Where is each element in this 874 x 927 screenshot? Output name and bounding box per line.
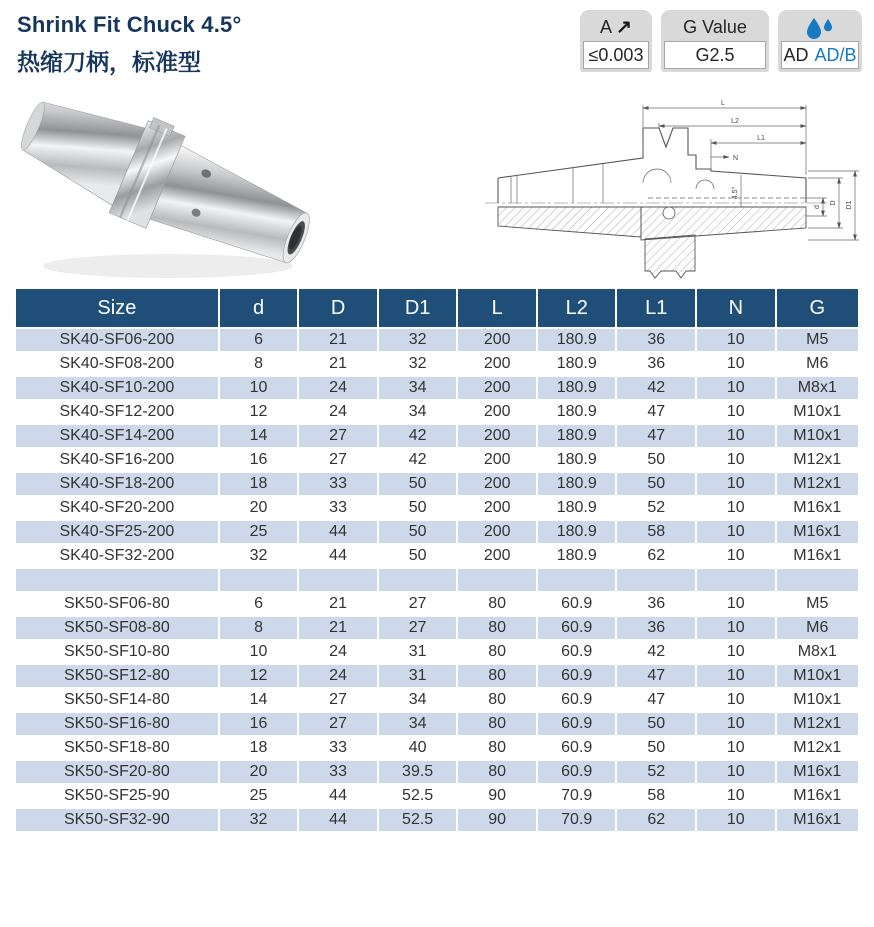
size-cell: SK40-SF08-200 (15, 352, 219, 376)
table-row (15, 640, 859, 664)
value-cell: 62 (616, 544, 696, 568)
col-header-L: L (457, 288, 537, 328)
size-cell: SK50-SF14-80 (15, 688, 219, 712)
value-cell: 8 (219, 352, 299, 376)
spacer-row (15, 568, 859, 592)
value-cell: 50 (616, 736, 696, 760)
coolant-badge (778, 10, 862, 72)
value-cell: M16x1 (776, 808, 859, 832)
page-subtitle-cn: 热缩刀柄，标准型 (17, 49, 201, 75)
table-row (15, 352, 859, 376)
value-cell: 47 (616, 688, 696, 712)
value-cell: M16x1 (776, 520, 859, 544)
value-cell: 180.9 (537, 520, 617, 544)
value-cell: 31 (378, 640, 458, 664)
value-cell: 60.9 (537, 712, 617, 736)
col-header-D: D (298, 288, 378, 328)
value-cell: 180.9 (537, 352, 617, 376)
value-cell: 10 (696, 640, 776, 664)
value-cell: 180.9 (537, 448, 617, 472)
g-value-badge (661, 10, 769, 72)
value-cell: 10 (696, 544, 776, 568)
value-cell: M6 (776, 352, 859, 376)
value-cell: 10 (696, 760, 776, 784)
value-cell: 10 (696, 376, 776, 400)
value-cell: 16 (219, 448, 299, 472)
value-cell (776, 568, 859, 592)
size-cell: SK40-SF18-200 (15, 472, 219, 496)
value-cell: 10 (696, 616, 776, 640)
value-cell: 27 (298, 712, 378, 736)
col-header-L2: L2 (537, 288, 617, 328)
value-cell: 180.9 (537, 424, 617, 448)
runout-value (583, 41, 649, 69)
table-row (15, 592, 859, 616)
coolant-adb-text: AD/B (814, 44, 857, 65)
value-cell: 80 (457, 736, 537, 760)
g-value-label: G Value (683, 17, 747, 37)
value-cell: M10x1 (776, 424, 859, 448)
value-cell (457, 568, 537, 592)
value-cell: M5 (776, 328, 859, 352)
size-cell: SK40-SF10-200 (15, 376, 219, 400)
col-header-G: G (776, 288, 859, 328)
value-cell: 42 (616, 640, 696, 664)
size-cell: SK50-SF18-80 (15, 736, 219, 760)
value-cell: 60.9 (537, 760, 617, 784)
value-cell: 180.9 (537, 496, 617, 520)
value-cell: 200 (457, 520, 537, 544)
value-cell: 50 (378, 544, 458, 568)
value-cell: 24 (298, 400, 378, 424)
value-cell: M10x1 (776, 400, 859, 424)
g-value-value (664, 41, 766, 69)
size-cell: SK50-SF06-80 (15, 592, 219, 616)
value-cell: 10 (696, 712, 776, 736)
col-header-size: Size (15, 288, 219, 328)
value-cell: 25 (219, 520, 299, 544)
value-cell: 36 (616, 592, 696, 616)
value-cell: 200 (457, 376, 537, 400)
size-cell: SK40-SF32-200 (15, 544, 219, 568)
value-cell: 31 (378, 664, 458, 688)
value-cell: M6 (776, 616, 859, 640)
value-cell: 50 (616, 472, 696, 496)
value-cell: 60.9 (537, 664, 617, 688)
runout-label: A (600, 17, 613, 37)
value-cell: 42 (378, 424, 458, 448)
value-cell: 36 (616, 352, 696, 376)
value-cell: 18 (219, 472, 299, 496)
dim-L-label: L (721, 100, 725, 107)
col-header-d: d (219, 288, 299, 328)
runout-value-text: ≤0.003 (588, 44, 644, 65)
value-cell: 52 (616, 760, 696, 784)
value-cell: 80 (457, 712, 537, 736)
value-cell: 42 (378, 448, 458, 472)
value-cell: M10x1 (776, 664, 859, 688)
page-title: Shrink Fit Chuck 4.5° (17, 12, 242, 37)
value-cell: 10 (696, 400, 776, 424)
value-cell: 200 (457, 424, 537, 448)
value-cell: 80 (457, 640, 537, 664)
value-cell: 52 (616, 496, 696, 520)
value-cell: 21 (298, 328, 378, 352)
value-cell: 180.9 (537, 544, 617, 568)
value-cell: 10 (696, 784, 776, 808)
spec-table (14, 287, 860, 833)
value-cell: 16 (219, 712, 299, 736)
value-cell: 90 (457, 784, 537, 808)
value-cell: 44 (298, 808, 378, 832)
value-cell: 24 (298, 376, 378, 400)
dim-L2-label: L2 (731, 118, 739, 125)
dim-D-label: D (830, 200, 837, 206)
size-cell: SK50-SF25-90 (15, 784, 219, 808)
value-cell: 27 (298, 688, 378, 712)
value-cell: 32 (219, 544, 299, 568)
value-cell: M8x1 (776, 376, 859, 400)
value-cell: 20 (219, 496, 299, 520)
dim-D1-label: D1 (846, 200, 853, 210)
value-cell: 200 (457, 472, 537, 496)
value-cell (298, 568, 378, 592)
value-cell: 42 (616, 376, 696, 400)
value-cell: M16x1 (776, 784, 859, 808)
table-row (15, 712, 859, 736)
value-cell: 180.9 (537, 328, 617, 352)
value-cell: 27 (298, 424, 378, 448)
coolant-value (781, 41, 859, 69)
value-cell: 50 (616, 448, 696, 472)
size-cell: SK40-SF06-200 (15, 328, 219, 352)
value-cell: 70.9 (537, 808, 617, 832)
value-cell: 27 (298, 448, 378, 472)
value-cell: 200 (457, 328, 537, 352)
value-cell: 8 (219, 616, 299, 640)
coolant-ad-text: AD (783, 44, 809, 65)
value-cell: 12 (219, 664, 299, 688)
value-cell: 44 (298, 784, 378, 808)
value-cell: 10 (696, 328, 776, 352)
value-cell: 50 (378, 520, 458, 544)
value-cell: M12x1 (776, 472, 859, 496)
size-cell: SK40-SF25-200 (15, 520, 219, 544)
value-cell: 47 (616, 664, 696, 688)
col-header-L1: L1 (616, 288, 696, 328)
value-cell (219, 568, 299, 592)
size-cell: SK50-SF20-80 (15, 760, 219, 784)
arrow-ne-icon: ↗ (616, 17, 632, 38)
value-cell: 32 (378, 352, 458, 376)
value-cell: 50 (616, 712, 696, 736)
value-cell: 21 (298, 616, 378, 640)
table-row (15, 400, 859, 424)
table-row (15, 376, 859, 400)
value-cell: 200 (457, 352, 537, 376)
value-cell: 14 (219, 688, 299, 712)
value-cell: 32 (219, 808, 299, 832)
table-row (15, 448, 859, 472)
g-value-badge-header (683, 14, 747, 41)
value-cell: 33 (298, 496, 378, 520)
value-cell: 12 (219, 400, 299, 424)
runout-badge (580, 10, 652, 72)
value-cell: 20 (219, 760, 299, 784)
value-cell: 34 (378, 712, 458, 736)
value-cell (616, 568, 696, 592)
value-cell: 40 (378, 736, 458, 760)
value-cell: M16x1 (776, 544, 859, 568)
value-cell: 10 (696, 688, 776, 712)
value-cell: 47 (616, 400, 696, 424)
value-cell: 80 (457, 592, 537, 616)
size-cell: SK50-SF12-80 (15, 664, 219, 688)
value-cell: 39.5 (378, 760, 458, 784)
value-cell: M8x1 (776, 640, 859, 664)
value-cell: 60.9 (537, 616, 617, 640)
value-cell: M12x1 (776, 712, 859, 736)
table-row (15, 688, 859, 712)
value-cell: 10 (696, 496, 776, 520)
spec-badges (580, 10, 862, 72)
table-row (15, 424, 859, 448)
value-cell: 200 (457, 400, 537, 424)
value-cell: 27 (378, 592, 458, 616)
angle-label: 4.5° (732, 186, 739, 200)
technical-drawing (483, 95, 871, 283)
value-cell: 62 (616, 808, 696, 832)
table-row (15, 808, 859, 832)
size-cell: SK50-SF16-80 (15, 712, 219, 736)
table-body (15, 328, 859, 832)
value-cell: 14 (219, 424, 299, 448)
col-header-N: N (696, 288, 776, 328)
photo-shadow (43, 254, 293, 278)
size-cell (15, 568, 219, 592)
value-cell: 10 (219, 376, 299, 400)
value-cell: 80 (457, 688, 537, 712)
value-cell: 33 (298, 472, 378, 496)
table-row (15, 544, 859, 568)
size-cell: SK40-SF12-200 (15, 400, 219, 424)
value-cell: 80 (457, 760, 537, 784)
value-cell: 10 (696, 736, 776, 760)
size-cell: SK50-SF10-80 (15, 640, 219, 664)
value-cell: 180.9 (537, 472, 617, 496)
value-cell: 10 (696, 808, 776, 832)
value-cell: 80 (457, 664, 537, 688)
size-cell: SK50-SF32-90 (15, 808, 219, 832)
value-cell: 50 (378, 472, 458, 496)
value-cell: 90 (457, 808, 537, 832)
value-cell: 44 (298, 520, 378, 544)
value-cell (696, 568, 776, 592)
table-row (15, 784, 859, 808)
value-cell: 10 (696, 352, 776, 376)
value-cell: M5 (776, 592, 859, 616)
value-cell: 10 (696, 472, 776, 496)
product-photo (8, 88, 313, 286)
table-row (15, 520, 859, 544)
value-cell: M12x1 (776, 736, 859, 760)
value-cell: 34 (378, 688, 458, 712)
value-cell: M10x1 (776, 688, 859, 712)
value-cell: M16x1 (776, 760, 859, 784)
value-cell: 180.9 (537, 400, 617, 424)
value-cell: 44 (298, 544, 378, 568)
coolant-badge-header (802, 14, 838, 41)
value-cell: 21 (298, 352, 378, 376)
value-cell: 200 (457, 496, 537, 520)
g-value-text: G2.5 (695, 44, 735, 65)
value-cell: 200 (457, 544, 537, 568)
value-cell: M16x1 (776, 496, 859, 520)
value-cell: 34 (378, 376, 458, 400)
dim-d-label: d (814, 205, 821, 209)
size-cell: SK50-SF08-80 (15, 616, 219, 640)
table-header-row (15, 288, 859, 328)
table-row (15, 328, 859, 352)
value-cell: 24 (298, 640, 378, 664)
value-cell: 60.9 (537, 592, 617, 616)
table-row (15, 736, 859, 760)
table-row (15, 664, 859, 688)
dim-L1-label: L1 (757, 135, 765, 142)
value-cell: 58 (616, 520, 696, 544)
size-cell: SK40-SF20-200 (15, 496, 219, 520)
value-cell: 10 (696, 424, 776, 448)
value-cell (537, 568, 617, 592)
table-row (15, 472, 859, 496)
value-cell: 32 (378, 328, 458, 352)
value-cell: 60.9 (537, 640, 617, 664)
value-cell: 50 (378, 496, 458, 520)
value-cell: 58 (616, 784, 696, 808)
value-cell (378, 568, 458, 592)
value-cell: 25 (219, 784, 299, 808)
table-row (15, 496, 859, 520)
size-cell: SK40-SF16-200 (15, 448, 219, 472)
value-cell: 60.9 (537, 736, 617, 760)
value-cell: 60.9 (537, 688, 617, 712)
size-cell: SK40-SF14-200 (15, 424, 219, 448)
table-row (15, 616, 859, 640)
value-cell: 10 (696, 592, 776, 616)
value-cell: 6 (219, 592, 299, 616)
value-cell: 21 (298, 592, 378, 616)
value-cell: 10 (696, 448, 776, 472)
value-cell: 27 (378, 616, 458, 640)
value-cell: 10 (696, 664, 776, 688)
value-cell: 18 (219, 736, 299, 760)
dim-N-label: N (733, 155, 739, 162)
col-header-D1: D1 (378, 288, 458, 328)
value-cell: 10 (219, 640, 299, 664)
value-cell: 34 (378, 400, 458, 424)
value-cell: 36 (616, 616, 696, 640)
value-cell: 80 (457, 616, 537, 640)
value-cell: 10 (696, 520, 776, 544)
value-cell: 47 (616, 424, 696, 448)
value-cell: 24 (298, 664, 378, 688)
value-cell: 52.5 (378, 808, 458, 832)
value-cell: 70.9 (537, 784, 617, 808)
runout-badge-header (600, 14, 632, 41)
value-cell: 33 (298, 736, 378, 760)
value-cell: 200 (457, 448, 537, 472)
table-row (15, 760, 859, 784)
value-cell: 33 (298, 760, 378, 784)
value-cell: 52.5 (378, 784, 458, 808)
value-cell: 180.9 (537, 376, 617, 400)
value-cell: 6 (219, 328, 299, 352)
water-drops-icon (802, 16, 838, 40)
value-cell: M12x1 (776, 448, 859, 472)
value-cell: 36 (616, 328, 696, 352)
